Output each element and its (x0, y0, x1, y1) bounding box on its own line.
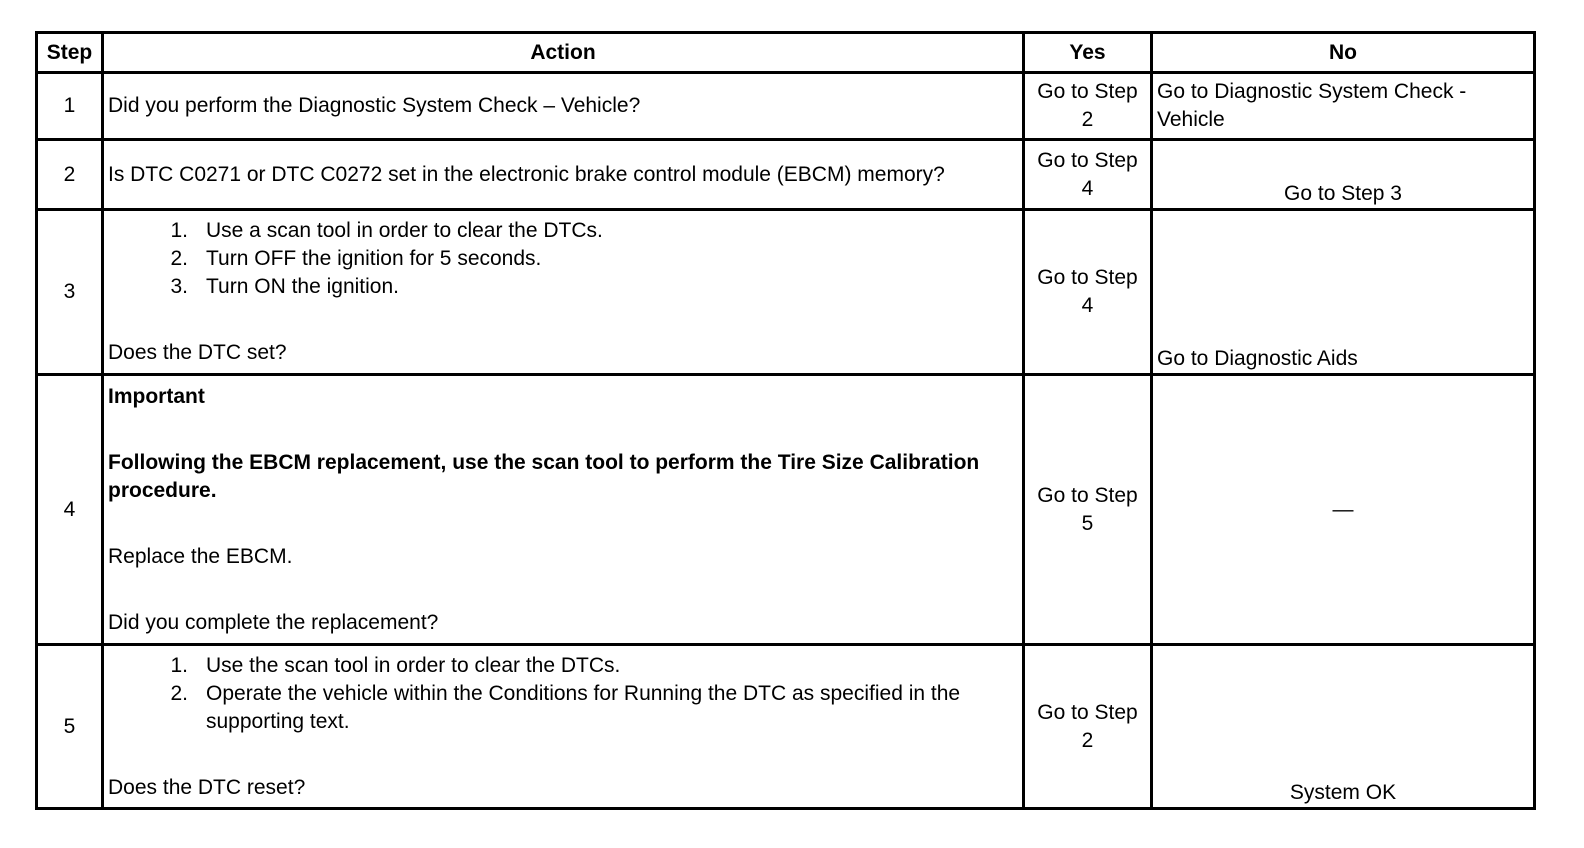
no-result: — (1152, 375, 1535, 645)
header-action: Action (103, 33, 1024, 73)
step-number: 1 (37, 73, 103, 140)
list-item: 2. Turn OFF the ignition for 5 seconds. (170, 247, 542, 270)
action-question: Does the DTC set? (108, 341, 287, 364)
header-step: Step (37, 33, 103, 73)
action-question: Is DTC C0271 or DTC C0272 set in the electronic brake control module (EBCM) memory? (103, 140, 1024, 210)
table-row (37, 645, 1535, 809)
header-yes: Yes (1024, 33, 1152, 73)
instruction-text: Replace the EBCM. (108, 544, 293, 568)
table-row (37, 375, 1535, 645)
substep-list (108, 652, 966, 736)
step-number: 4 (37, 375, 103, 645)
yes-result: Go to Step 4 (1024, 140, 1152, 210)
action-cell (103, 210, 1024, 375)
step-number: 3 (37, 210, 103, 375)
yes-result: Go to Step 4 (1024, 210, 1152, 375)
no-result: Go to Diagnostic Aids (1152, 210, 1535, 375)
important-note: Following the EBCM replacement, use the scan tool to perform the Tire Size Calibration procedure. (108, 450, 980, 502)
table-row (37, 140, 1535, 210)
important-label: Important (108, 384, 205, 408)
diagnostic-table (35, 31, 1536, 810)
action-question: Did you complete the replacement? (108, 610, 439, 634)
list-item: 3. Turn ON the ignition. (170, 275, 399, 298)
action-question: Did you perform the Diagnostic System Check – Vehicle? (103, 73, 1024, 140)
action-cell (103, 375, 1024, 645)
action-cell (103, 645, 1024, 809)
header-no: No (1152, 33, 1535, 73)
list-item: 1. Use the scan tool in order to clear the DTCs. (170, 653, 621, 677)
no-result: System OK (1152, 645, 1535, 809)
list-item: 1. Use a scan tool in order to clear the DTCs. (170, 219, 603, 242)
no-result: Go to Diagnostic System Check - Vehicle (1152, 73, 1535, 140)
list-item: 2. Operate the vehicle within the Conditions for Running the DTC as specified in the supporting text. (170, 681, 961, 733)
table-row (37, 73, 1535, 140)
step-number: 2 (37, 140, 103, 210)
yes-result: Go to Step 5 (1024, 375, 1152, 645)
table-row (37, 210, 1535, 375)
yes-result: Go to Step 2 (1024, 645, 1152, 809)
header-row (37, 33, 1535, 73)
yes-result: Go to Step 2 (1024, 73, 1152, 140)
step-number: 5 (37, 645, 103, 809)
substep-list (108, 217, 1018, 301)
no-result: Go to Step 3 (1152, 140, 1535, 210)
action-question: Does the DTC reset? (108, 775, 306, 799)
